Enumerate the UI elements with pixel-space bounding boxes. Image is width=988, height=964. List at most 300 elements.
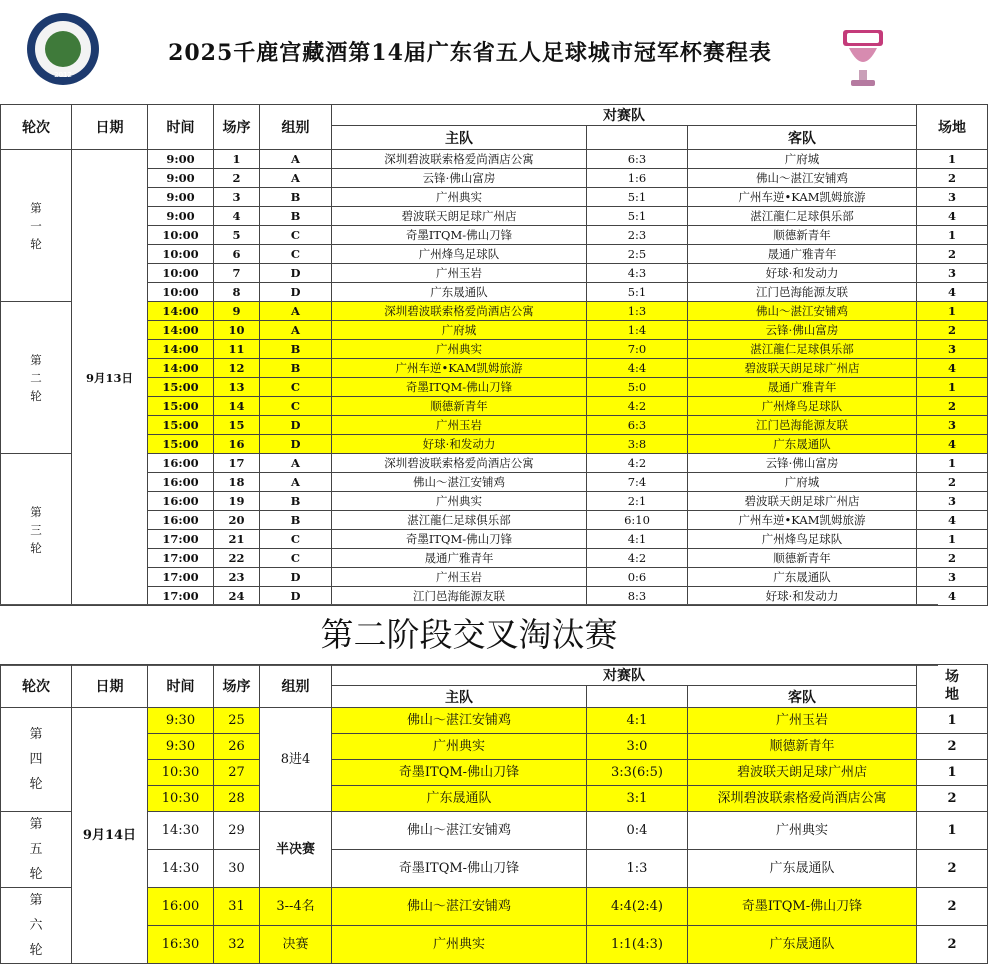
- venue-header-char: 场: [945, 669, 960, 685]
- score-header: [587, 126, 688, 150]
- match-row: [1, 340, 988, 359]
- home-team-cell: 广州典实: [332, 188, 587, 207]
- home-team-cell: 广东晟通队: [332, 283, 587, 302]
- group-cell: D: [260, 416, 332, 435]
- away-team-cell: 佛山～湛江安铺鸡: [688, 302, 917, 321]
- away-team-cell: 广东晟通队: [688, 926, 917, 964]
- score-cell: 6:10: [587, 511, 688, 530]
- time-cell: 10:30: [148, 760, 214, 786]
- date-header: 日期: [72, 665, 148, 708]
- round-cell: [1, 150, 72, 302]
- venue-cell: 3: [917, 264, 988, 283]
- score-header: [587, 686, 688, 708]
- time-cell: 16:00: [148, 888, 214, 926]
- venue-cell: 1: [917, 530, 988, 549]
- match-row: [1, 188, 988, 207]
- round-label-char: 三: [30, 522, 42, 537]
- round-cell: [1, 454, 72, 606]
- trophy-logo-icon: [835, 24, 891, 94]
- match-row: [1, 568, 988, 587]
- round-header: 轮次: [1, 105, 72, 150]
- time-cell: 9:00: [148, 207, 214, 226]
- venue-cell: 1: [917, 760, 988, 786]
- time-cell: 14:00: [148, 321, 214, 340]
- match-row: [1, 169, 988, 188]
- group-cell: C: [260, 397, 332, 416]
- away-team-cell: 云锋·佛山富房: [688, 321, 917, 340]
- group-cell: C: [260, 549, 332, 568]
- match-row: [1, 492, 988, 511]
- match-no-cell: 4: [214, 207, 260, 226]
- home-team-cell: 奇墨ITQM-佛山刀锋: [332, 378, 587, 397]
- score-cell: 3:0: [587, 734, 688, 760]
- match-no-cell: 23: [214, 568, 260, 587]
- away-team-cell: 奇墨ITQM-佛山刀锋: [688, 888, 917, 926]
- round-label-char: 第: [30, 504, 42, 519]
- match-row: [1, 888, 988, 926]
- venue-cell: 2: [917, 888, 988, 926]
- away-team-cell: 碧波联天朗足球广州店: [688, 359, 917, 378]
- away-team-cell: 广府城: [688, 150, 917, 169]
- away-team-cell: 广州车逆•KAM凯姆旅游: [688, 511, 917, 530]
- home-team-cell: 广州玉岩: [332, 416, 587, 435]
- score-cell: 4:2: [587, 454, 688, 473]
- group-cell: B: [260, 188, 332, 207]
- match-row: [1, 926, 988, 964]
- home-team-cell: 云锋·佛山富房: [332, 169, 587, 188]
- match-no-cell: 8: [214, 283, 260, 302]
- venue-cell: 1: [917, 454, 988, 473]
- date-cell: 9月14日: [72, 708, 148, 964]
- match-no-cell: 25: [214, 708, 260, 734]
- logo-ball-icon: [45, 31, 81, 67]
- away-team-cell: 广州烽鸟足球队: [688, 530, 917, 549]
- logo-year: 2012: [54, 71, 72, 79]
- home-team-cell: 广州典实: [332, 492, 587, 511]
- match-row: [1, 435, 988, 454]
- match-row: [1, 321, 988, 340]
- match-row: [1, 416, 988, 435]
- match-row: [1, 359, 988, 378]
- time-cell: 14:30: [148, 812, 214, 850]
- time-cell: 16:30: [148, 926, 214, 964]
- match-row: [1, 454, 988, 473]
- knockout-table: [0, 664, 988, 964]
- date-header: 日期: [72, 105, 148, 150]
- time-cell: 15:00: [148, 416, 214, 435]
- group-cell: 3--4名: [260, 888, 332, 926]
- time-cell: 10:30: [148, 786, 214, 812]
- group-cell: D: [260, 264, 332, 283]
- match-no-cell: 7: [214, 264, 260, 283]
- home-header: 主队: [332, 686, 587, 708]
- away-team-cell: 湛江龍仁足球俱乐部: [688, 207, 917, 226]
- score-cell: 0:6: [587, 568, 688, 587]
- match-no-header: 场序: [214, 665, 260, 708]
- round-label-char: 第: [29, 727, 43, 742]
- match-no-cell: 16: [214, 435, 260, 454]
- score-cell: 4:1: [587, 530, 688, 549]
- round-label-char: 轮: [29, 867, 43, 882]
- away-team-cell: 碧波联天朗足球广州店: [688, 760, 917, 786]
- venue-cell: 1: [917, 302, 988, 321]
- round-label-char: 轮: [30, 236, 42, 251]
- match-row: [1, 207, 988, 226]
- away-team-cell: 广府城: [688, 473, 917, 492]
- score-cell: 2:1: [587, 492, 688, 511]
- match-row: [1, 812, 988, 850]
- round-label-char: 轮: [30, 540, 42, 555]
- time-cell: 9:30: [148, 708, 214, 734]
- away-team-cell: 顺德新青年: [688, 549, 917, 568]
- away-team-cell: 广东晟通队: [688, 435, 917, 454]
- away-team-cell: 好球·和发动力: [688, 587, 917, 606]
- round-header: 轮次: [1, 665, 72, 708]
- away-team-cell: 湛江龍仁足球俱乐部: [688, 340, 917, 359]
- matchup-header: 对赛队: [332, 105, 917, 126]
- score-cell: 4:3: [587, 264, 688, 283]
- time-cell: 9:30: [148, 734, 214, 760]
- group-cell: D: [260, 283, 332, 302]
- score-cell: 7:0: [587, 340, 688, 359]
- stage2-title: 第二阶段交叉淘汰赛: [0, 604, 938, 666]
- away-team-cell: 晟通广雅青年: [688, 378, 917, 397]
- away-team-cell: 广州典实: [688, 812, 917, 850]
- round-label-char: 轮: [29, 943, 43, 958]
- home-team-cell: 广州典实: [332, 926, 587, 964]
- home-team-cell: 奇墨ITQM-佛山刀锋: [332, 530, 587, 549]
- group-cell: D: [260, 435, 332, 454]
- venue-cell: 2: [917, 397, 988, 416]
- group-cell: C: [260, 245, 332, 264]
- time-cell: 9:00: [148, 150, 214, 169]
- home-team-cell: 江门邑海能源友联: [332, 587, 587, 606]
- match-row: [1, 786, 988, 812]
- home-team-cell: 广州玉岩: [332, 568, 587, 587]
- match-row: [1, 587, 988, 606]
- venue-cell: 4: [917, 587, 988, 606]
- group-cell: 决赛: [260, 926, 332, 964]
- match-no-cell: 22: [214, 549, 260, 568]
- round-cell: [1, 302, 72, 454]
- round-label-char: 二: [30, 370, 42, 385]
- venue-cell: 2: [917, 549, 988, 568]
- venue-cell: 3: [917, 188, 988, 207]
- match-no-cell: 17: [214, 454, 260, 473]
- venue-cell: 2: [917, 850, 988, 888]
- time-cell: 16:00: [148, 511, 214, 530]
- home-team-cell: 深圳碧波联索格爱尚酒店公寓: [332, 454, 587, 473]
- score-cell: 6:3: [587, 150, 688, 169]
- away-team-cell: 江门邑海能源友联: [688, 416, 917, 435]
- group-header: 组别: [260, 665, 332, 708]
- match-row: [1, 378, 988, 397]
- home-team-cell: 晟通广雅青年: [332, 549, 587, 568]
- match-row: [1, 549, 988, 568]
- score-cell: 5:1: [587, 207, 688, 226]
- away-team-cell: 广东晟通队: [688, 568, 917, 587]
- round-label-char: 四: [29, 752, 43, 767]
- venue-cell: 1: [917, 378, 988, 397]
- venue-cell: 4: [917, 283, 988, 302]
- match-no-cell: 29: [214, 812, 260, 850]
- away-team-cell: 广州车逆•KAM凯姆旅游: [688, 188, 917, 207]
- away-team-cell: 云锋·佛山富房: [688, 454, 917, 473]
- round-label-char: 第: [30, 352, 42, 367]
- score-cell: 3:8: [587, 435, 688, 454]
- match-row: [1, 530, 988, 549]
- home-team-cell: 好球·和发动力: [332, 435, 587, 454]
- score-cell: 6:3: [587, 416, 688, 435]
- time-cell: 9:00: [148, 169, 214, 188]
- time-cell: 14:00: [148, 302, 214, 321]
- away-team-cell: 广州烽鸟足球队: [688, 397, 917, 416]
- match-no-cell: 15: [214, 416, 260, 435]
- venue-cell: 2: [917, 786, 988, 812]
- home-team-cell: 佛山～湛江安铺鸡: [332, 708, 587, 734]
- group-cell: D: [260, 568, 332, 587]
- time-header: 时间: [148, 105, 214, 150]
- time-cell: 15:00: [148, 435, 214, 454]
- group-cell: 8进4: [260, 708, 332, 812]
- date-cell: 9月13日: [72, 150, 148, 606]
- home-team-cell: 广州玉岩: [332, 264, 587, 283]
- match-no-cell: 24: [214, 587, 260, 606]
- venue-cell: 3: [917, 492, 988, 511]
- group-cell: B: [260, 511, 332, 530]
- venue-cell: 4: [917, 359, 988, 378]
- round-label-char: 轮: [29, 777, 43, 792]
- group-cell: A: [260, 150, 332, 169]
- venue-cell: 2: [917, 473, 988, 492]
- time-cell: 17:00: [148, 549, 214, 568]
- round-cell: [1, 708, 72, 812]
- away-team-cell: 好球·和发动力: [688, 264, 917, 283]
- group-cell: D: [260, 587, 332, 606]
- home-team-cell: 广东晟通队: [332, 786, 587, 812]
- round-label-char: 六: [29, 918, 43, 933]
- home-team-cell: 奇墨ITQM-佛山刀锋: [332, 760, 587, 786]
- away-team-cell: 广东晟通队: [688, 850, 917, 888]
- group-stage-table: [0, 104, 988, 606]
- match-no-cell: 1: [214, 150, 260, 169]
- round-label-char: 第: [29, 893, 43, 908]
- away-team-cell: 顺德新青年: [688, 734, 917, 760]
- score-cell: 5:0: [587, 378, 688, 397]
- venue-cell: 1: [917, 150, 988, 169]
- match-no-cell: 12: [214, 359, 260, 378]
- home-team-cell: 佛山～湛江安铺鸡: [332, 888, 587, 926]
- away-header: 客队: [688, 126, 917, 150]
- venue-cell: 3: [917, 568, 988, 587]
- match-no-cell: 18: [214, 473, 260, 492]
- matchup-header: 对赛队: [332, 665, 917, 686]
- time-cell: 16:00: [148, 492, 214, 511]
- match-no-cell: 3: [214, 188, 260, 207]
- score-cell: 7:4: [587, 473, 688, 492]
- group-cell: B: [260, 340, 332, 359]
- time-cell: 17:00: [148, 530, 214, 549]
- venue-cell: 1: [917, 812, 988, 850]
- match-no-cell: 19: [214, 492, 260, 511]
- home-team-cell: 深圳碧波联索格爱尚酒店公寓: [332, 150, 587, 169]
- match-no-cell: 6: [214, 245, 260, 264]
- score-cell: 4:2: [587, 397, 688, 416]
- match-no-cell: 9: [214, 302, 260, 321]
- match-no-cell: 13: [214, 378, 260, 397]
- score-cell: 2:5: [587, 245, 688, 264]
- score-cell: 3:3(6:5): [587, 760, 688, 786]
- score-cell: 1:4: [587, 321, 688, 340]
- match-no-cell: 2: [214, 169, 260, 188]
- away-team-cell: 深圳碧波联索格爱尚酒店公寓: [688, 786, 917, 812]
- group-cell: B: [260, 492, 332, 511]
- match-no-header: 场序: [214, 105, 260, 150]
- match-row: [1, 511, 988, 530]
- score-cell: 1:1(4:3): [587, 926, 688, 964]
- match-row: [1, 397, 988, 416]
- away-team-cell: 晟通广雅青年: [688, 245, 917, 264]
- venue-cell: 1: [917, 708, 988, 734]
- venue-header-char: 地: [945, 687, 960, 703]
- match-no-cell: 30: [214, 850, 260, 888]
- group-cell: A: [260, 321, 332, 340]
- match-row: [1, 760, 988, 786]
- time-cell: 14:30: [148, 850, 214, 888]
- group-cell: 半决赛: [260, 812, 332, 888]
- group-cell: A: [260, 169, 332, 188]
- score-cell: 4:4: [587, 359, 688, 378]
- round-label-char: 第: [29, 817, 43, 832]
- time-cell: 9:00: [148, 188, 214, 207]
- home-team-cell: 广州烽鸟足球队: [332, 245, 587, 264]
- time-cell: 10:00: [148, 226, 214, 245]
- venue-cell: 1: [917, 226, 988, 245]
- match-no-cell: 14: [214, 397, 260, 416]
- venue-cell: 4: [917, 511, 988, 530]
- group-header: 组别: [260, 105, 332, 150]
- score-cell: 4:4(2:4): [587, 888, 688, 926]
- match-no-cell: 5: [214, 226, 260, 245]
- match-no-cell: 32: [214, 926, 260, 964]
- venue-cell: 3: [917, 340, 988, 359]
- match-row: [1, 850, 988, 888]
- match-row: [1, 708, 988, 734]
- match-row: [1, 734, 988, 760]
- score-cell: 1:3: [587, 302, 688, 321]
- score-cell: 3:1: [587, 786, 688, 812]
- match-no-cell: 20: [214, 511, 260, 530]
- match-no-cell: 26: [214, 734, 260, 760]
- venue-cell: 4: [917, 435, 988, 454]
- match-row: [1, 150, 988, 169]
- match-row: [1, 226, 988, 245]
- venue-cell: 2: [917, 926, 988, 964]
- group-cell: B: [260, 359, 332, 378]
- time-cell: 10:00: [148, 245, 214, 264]
- header: [0, 0, 938, 105]
- match-no-cell: 31: [214, 888, 260, 926]
- match-no-cell: 21: [214, 530, 260, 549]
- time-cell: 15:00: [148, 397, 214, 416]
- venue-cell: 2: [917, 169, 988, 188]
- venue-cell: 3: [917, 416, 988, 435]
- match-row: [1, 473, 988, 492]
- match-row: [1, 264, 988, 283]
- score-cell: 2:3: [587, 226, 688, 245]
- round-label-char: 第: [30, 200, 42, 215]
- venue-cell: 2: [917, 321, 988, 340]
- time-cell: 10:00: [148, 283, 214, 302]
- group-cell: A: [260, 302, 332, 321]
- home-team-cell: 广州车逆•KAM凯姆旅游: [332, 359, 587, 378]
- venue-cell: 2: [917, 734, 988, 760]
- score-cell: 0:4: [587, 812, 688, 850]
- away-header: 客队: [688, 686, 917, 708]
- away-team-cell: 佛山～湛江安铺鸡: [688, 169, 917, 188]
- score-cell: 4:2: [587, 549, 688, 568]
- home-team-cell: 奇墨ITQM-佛山刀锋: [332, 226, 587, 245]
- away-team-cell: 顺德新青年: [688, 226, 917, 245]
- round-label-char: 轮: [30, 388, 42, 403]
- score-cell: 5:1: [587, 188, 688, 207]
- round-label-char: 一: [30, 218, 42, 233]
- round-cell: [1, 888, 72, 964]
- home-team-cell: 顺德新青年: [332, 397, 587, 416]
- match-row: [1, 283, 988, 302]
- home-team-cell: 佛山～湛江安铺鸡: [332, 812, 587, 850]
- match-row: [1, 302, 988, 321]
- home-team-cell: 佛山～湛江安铺鸡: [332, 473, 587, 492]
- round-cell: [1, 812, 72, 888]
- score-cell: 1:6: [587, 169, 688, 188]
- match-no-cell: 11: [214, 340, 260, 359]
- match-no-cell: 28: [214, 786, 260, 812]
- group-cell: B: [260, 207, 332, 226]
- time-cell: 14:00: [148, 359, 214, 378]
- time-cell: 15:00: [148, 378, 214, 397]
- home-team-cell: 广州典实: [332, 734, 587, 760]
- time-cell: 17:00: [148, 587, 214, 606]
- away-team-cell: 广州玉岩: [688, 708, 917, 734]
- group-cell: A: [260, 454, 332, 473]
- score-cell: 1:3: [587, 850, 688, 888]
- match-row: [1, 245, 988, 264]
- time-header: 时间: [148, 665, 214, 708]
- time-cell: 16:00: [148, 454, 214, 473]
- time-cell: 10:00: [148, 264, 214, 283]
- group-cell: C: [260, 226, 332, 245]
- home-team-cell: 奇墨ITQM-佛山刀锋: [332, 850, 587, 888]
- time-cell: 17:00: [148, 568, 214, 587]
- venue-header: [917, 665, 988, 708]
- away-team-cell: 碧波联天朗足球广州店: [688, 492, 917, 511]
- round-label-char: 五: [29, 842, 43, 857]
- home-team-cell: 湛江龍仁足球俱乐部: [332, 511, 587, 530]
- page-title: 2025千鹿宫藏酒第14届广东省五人足球城市冠军杯赛程表: [168, 40, 772, 66]
- group-cell: C: [260, 378, 332, 397]
- score-cell: 4:1: [587, 708, 688, 734]
- venue-cell: 4: [917, 207, 988, 226]
- away-team-cell: 江门邑海能源友联: [688, 283, 917, 302]
- score-cell: 5:1: [587, 283, 688, 302]
- group-cell: C: [260, 530, 332, 549]
- match-no-cell: 27: [214, 760, 260, 786]
- venue-header: 场地: [917, 105, 988, 150]
- home-team-cell: 碧波联天朗足球广州店: [332, 207, 587, 226]
- association-logo: [27, 13, 99, 85]
- time-cell: 16:00: [148, 473, 214, 492]
